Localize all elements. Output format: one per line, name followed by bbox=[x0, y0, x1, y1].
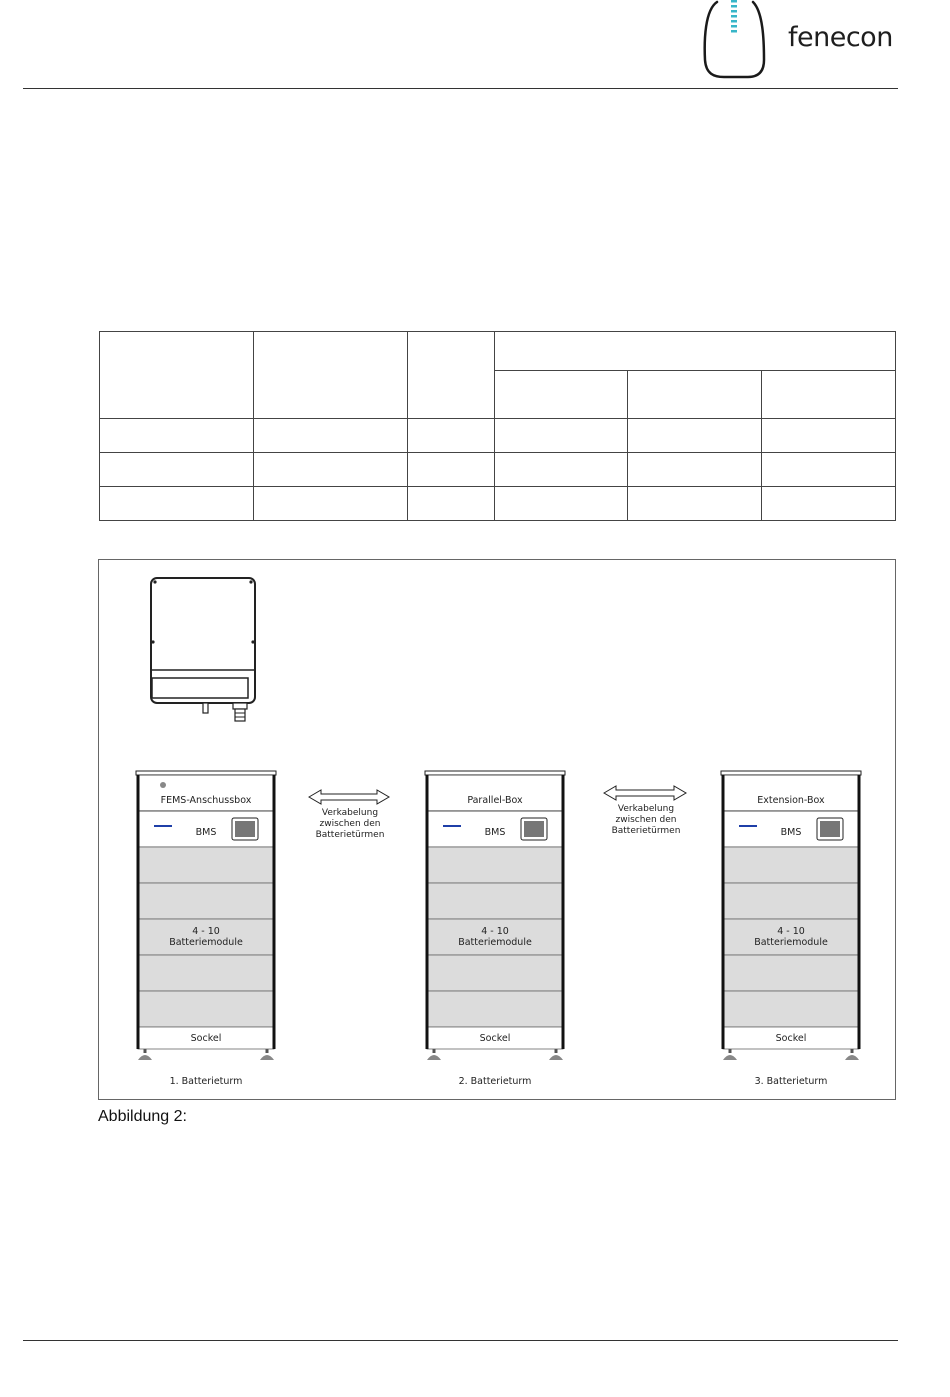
battery-module bbox=[427, 883, 563, 919]
battery-module bbox=[427, 847, 563, 883]
battery-module bbox=[138, 991, 274, 1027]
bms-screen-icon bbox=[524, 821, 544, 837]
figure-caption: Abbildung 2: bbox=[98, 1108, 187, 1125]
base-label: Sockel bbox=[479, 1033, 511, 1044]
base-label: Sockel bbox=[190, 1033, 222, 1044]
battery-module bbox=[138, 883, 274, 919]
bms-label: BMS bbox=[195, 827, 217, 838]
tower-foot-icon bbox=[266, 1049, 269, 1053]
tower-foot-icon bbox=[427, 1055, 441, 1060]
brand-name: fenecon bbox=[788, 22, 893, 53]
tower-foot-icon bbox=[729, 1049, 732, 1053]
base-label: Sockel bbox=[775, 1033, 807, 1044]
box-label: Extension-Box bbox=[757, 795, 825, 806]
modules-label: Batteriemodule bbox=[754, 937, 828, 948]
tower-top-cap bbox=[136, 771, 276, 775]
cabling-label-line: Verkabelung bbox=[321, 808, 379, 818]
tower-foot-icon bbox=[555, 1049, 558, 1053]
battery-tower bbox=[425, 771, 565, 1087]
tower-foot-icon bbox=[723, 1055, 737, 1060]
cabling-label-line: Verkabelung bbox=[617, 804, 675, 814]
cabling-label-line: Batterietürmen bbox=[611, 826, 681, 836]
battery-module bbox=[723, 847, 859, 883]
tower-foot-icon bbox=[138, 1055, 152, 1060]
tower-foot-icon bbox=[144, 1049, 147, 1053]
tower-top-cap bbox=[425, 771, 565, 775]
battery-module bbox=[427, 991, 563, 1027]
tower-top-cap bbox=[721, 771, 861, 775]
box-label: FEMS-Anschussbox bbox=[160, 795, 252, 806]
box-label: Parallel-Box bbox=[467, 795, 523, 806]
battery-module bbox=[723, 991, 859, 1027]
bms-label: BMS bbox=[780, 827, 802, 838]
battery-module bbox=[723, 955, 859, 991]
modules-label: 4 - 10 bbox=[777, 926, 805, 937]
cabling-arrow-left bbox=[309, 790, 389, 840]
cabling-label-line: zwischen den bbox=[615, 815, 677, 825]
tower-label: 3. Batterieturm bbox=[754, 1076, 828, 1087]
modules-label: 4 - 10 bbox=[192, 926, 220, 937]
status-led-icon bbox=[160, 782, 166, 788]
battery-module bbox=[427, 955, 563, 991]
tower-foot-icon bbox=[549, 1055, 563, 1060]
modules-label: Batteriemodule bbox=[169, 937, 243, 948]
bms-screen-icon bbox=[820, 821, 840, 837]
modules-label: Batteriemodule bbox=[458, 937, 532, 948]
bms-label: BMS bbox=[484, 827, 506, 838]
footer-divider bbox=[23, 1340, 898, 1341]
tower-foot-icon bbox=[433, 1049, 436, 1053]
modules-label: 4 - 10 bbox=[481, 926, 509, 937]
tower-foot-icon bbox=[851, 1049, 854, 1053]
cabling-arrow-right bbox=[604, 786, 686, 836]
tower-foot-icon bbox=[845, 1055, 859, 1060]
battery-module bbox=[138, 955, 274, 991]
tower-label: 2. Batterieturm bbox=[458, 1076, 532, 1087]
tower-foot-icon bbox=[260, 1055, 274, 1060]
battery-module bbox=[138, 847, 274, 883]
cabling-label-line: Batterietürmen bbox=[315, 830, 385, 840]
battery-tower bbox=[721, 771, 861, 1087]
inverter-icon bbox=[151, 578, 255, 721]
battery-module bbox=[723, 883, 859, 919]
cabling-label-line: zwischen den bbox=[319, 819, 381, 829]
bms-screen-icon bbox=[235, 821, 255, 837]
battery-tower bbox=[136, 771, 276, 1087]
tower-label: 1. Batterieturm bbox=[169, 1076, 243, 1087]
